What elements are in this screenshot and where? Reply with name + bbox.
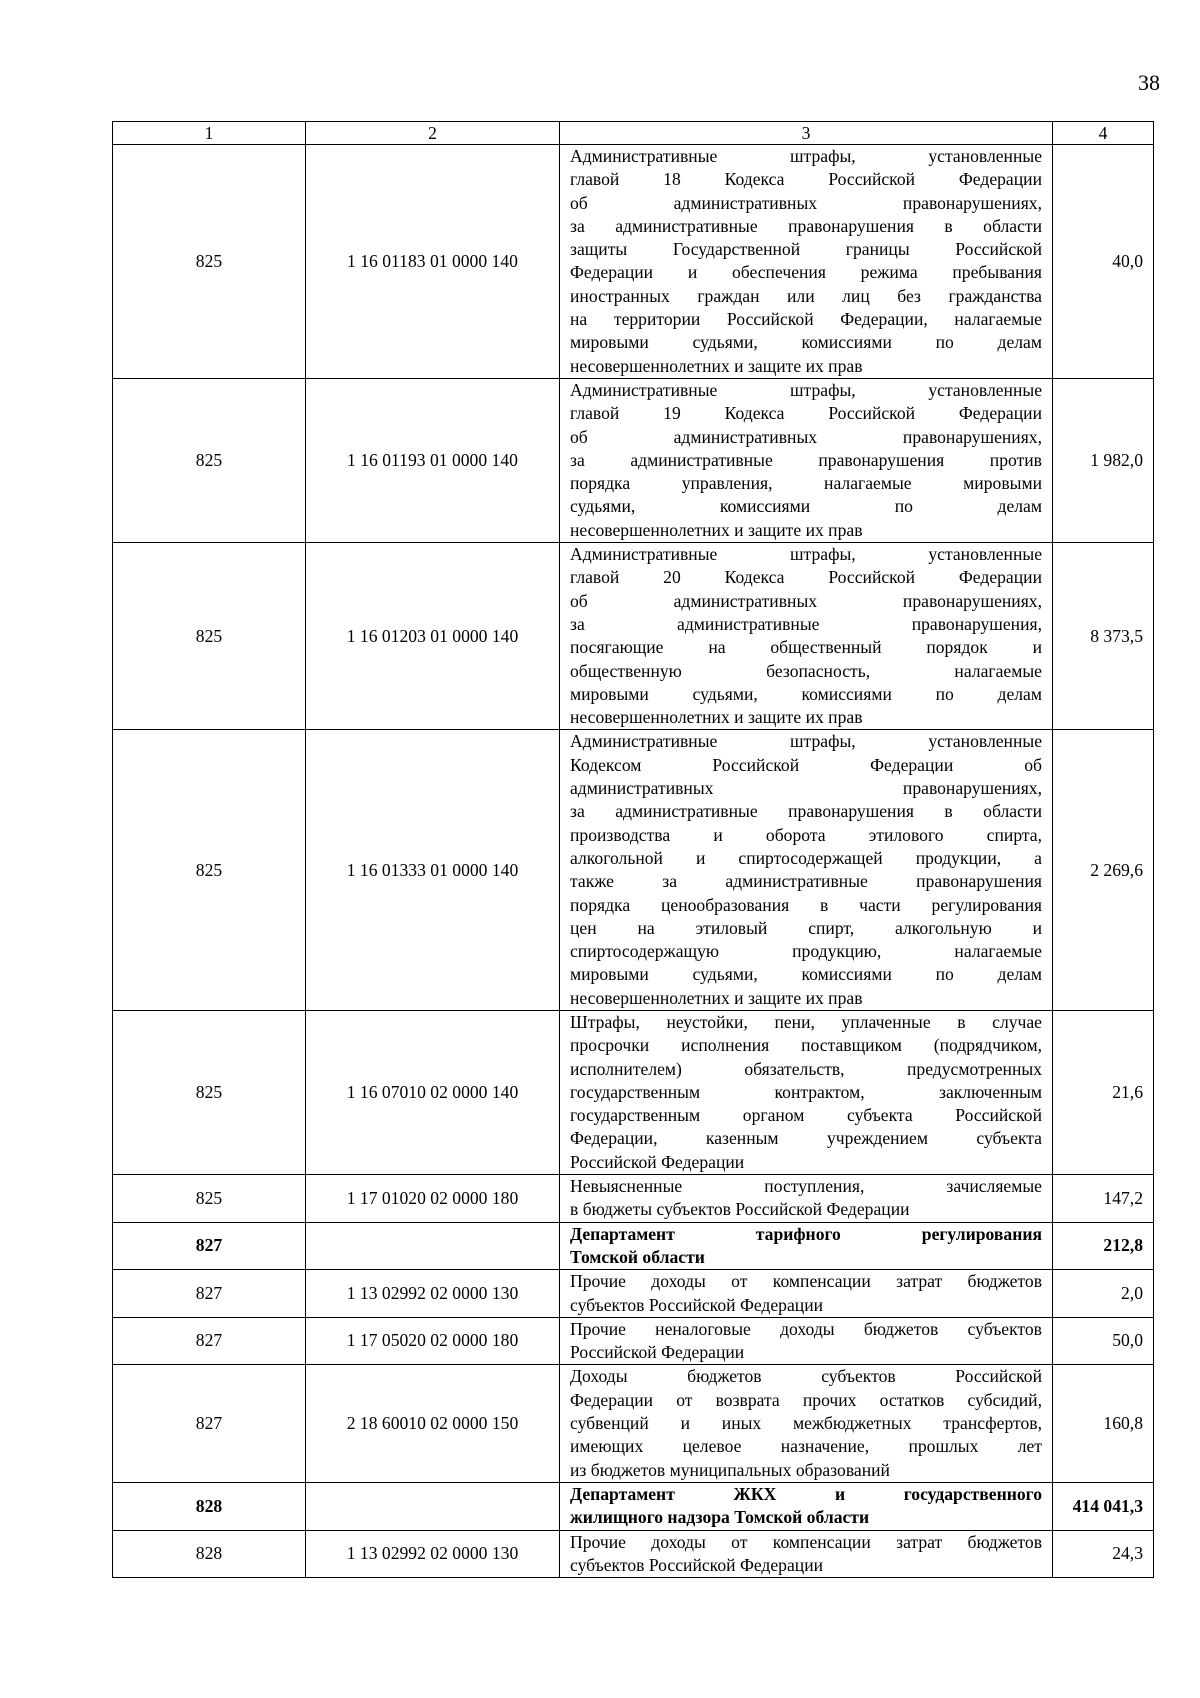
- description-line: мировыми судьями, комиссиями по делам: [570, 332, 1042, 353]
- admin-code-cell: 827: [113, 1317, 306, 1365]
- budget-code-cell: [306, 1222, 560, 1270]
- table-body: [113, 122, 1154, 1578]
- description-cell: [560, 1317, 1053, 1365]
- description-line: Прочие неналоговые доходы бюджетов субъектов: [570, 1318, 1042, 1339]
- description-line: несовершеннолетних и защите их прав: [570, 519, 863, 540]
- description-line: несовершеннолетних и защите их прав: [570, 707, 863, 728]
- description-line: об административных правонарушениях,: [570, 590, 1042, 611]
- description-line: Штрафы, неустойки, пени, уплаченные в случае: [570, 1011, 1042, 1032]
- description-line: несовершеннолетних и защите их прав: [570, 355, 863, 376]
- table-row: [113, 1010, 1154, 1174]
- description-line: защиты Государственной границы Российской: [570, 239, 1042, 260]
- description-line: Административные штрафы, установленные: [570, 379, 1042, 400]
- budget-code-cell: 1 13 02992 02 0000 130: [306, 1270, 560, 1318]
- description-line: Федерации от возврата прочих остатков субсидий,: [570, 1389, 1042, 1410]
- table-row: [113, 378, 1154, 542]
- admin-code-cell: 827: [113, 1365, 306, 1482]
- description-line: несовершеннолетних и защите их прав: [570, 987, 863, 1008]
- budget-code-cell: 1 17 01020 02 0000 180: [306, 1175, 560, 1223]
- table-row: [113, 543, 1154, 730]
- admin-code-cell: 825: [113, 730, 306, 1011]
- budget-code-cell: 1 16 01193 01 0000 140: [306, 378, 560, 542]
- description-line: цен на этиловый спирт, алкогольную и: [570, 917, 1042, 938]
- description-line: Российской Федерации: [570, 1342, 745, 1363]
- description-line: об административных правонарушениях,: [570, 426, 1042, 447]
- amount-cell: 40,0: [1053, 145, 1154, 379]
- description-line: за административные правонарушения против: [570, 449, 1042, 470]
- description-line: субъектов Российской Федерации: [570, 1294, 824, 1315]
- amount-cell: 2,0: [1053, 1270, 1154, 1318]
- description-line: государственным контрактом, заключенным: [570, 1081, 1042, 1102]
- description-line: Административные штрафы, установленные: [570, 146, 1042, 166]
- description-line: исполнителем) обязательств, предусмотренных: [570, 1058, 1042, 1079]
- description-line: мировыми судьями, комиссиями по делам: [570, 964, 1042, 985]
- table-row: [113, 1365, 1154, 1482]
- table-row: [113, 1175, 1154, 1223]
- amount-cell: 1 982,0: [1053, 378, 1154, 542]
- description-line: порядка управления, налагаемые мировыми: [570, 473, 1042, 494]
- description-line: главой 18 Кодекса Российской Федерации: [570, 169, 1042, 190]
- description-line: в бюджеты субъектов Российской Федерации: [570, 1199, 910, 1220]
- description-line: государственным органом субъекта Российской: [570, 1105, 1042, 1126]
- description-line: субвенций и иных межбюджетных трансфертов,: [570, 1413, 1042, 1434]
- description-line: алкогольной и спиртосодержащей продукции, а: [570, 847, 1042, 868]
- admin-code-cell: 825: [113, 1010, 306, 1174]
- admin-code-cell: 825: [113, 145, 306, 379]
- description-line: порядка ценообразования в части регулирования: [570, 894, 1042, 915]
- description-line: просрочки исполнения поставщиком (подрядчиком,: [570, 1035, 1042, 1056]
- description-cell: [560, 1010, 1053, 1174]
- description-line: Невыясненные поступления, зачисляемые: [570, 1176, 1042, 1197]
- description-cell: [560, 1482, 1053, 1530]
- table-row: [113, 1222, 1154, 1270]
- description-line: за административные правонарушения в области: [570, 215, 1042, 236]
- amount-cell: 160,8: [1053, 1365, 1154, 1482]
- table-header-row: [113, 122, 1154, 145]
- amount-cell: 147,2: [1053, 1175, 1154, 1223]
- budget-code-cell: 1 16 01183 01 0000 140: [306, 145, 560, 379]
- admin-code-cell: 828: [113, 1530, 306, 1578]
- description-line: на территории Российской Федерации, налагаемые: [570, 309, 1042, 330]
- description-cell: [560, 1270, 1053, 1318]
- amount-cell: 8 373,5: [1053, 543, 1154, 730]
- amount-cell: 24,3: [1053, 1530, 1154, 1578]
- description-line: Департамент тарифного регулирования: [570, 1223, 1042, 1244]
- description-line: из бюджетов муниципальных образований: [570, 1459, 890, 1480]
- table-row: [113, 730, 1154, 1011]
- admin-code-cell: 825: [113, 378, 306, 542]
- table-row: [113, 1482, 1154, 1530]
- description-line: административных правонарушениях,: [570, 778, 1042, 799]
- description-line: Томской области: [570, 1246, 705, 1267]
- table-row: [113, 1530, 1154, 1578]
- budget-code-cell: 1 16 01333 01 0000 140: [306, 730, 560, 1011]
- table-row: [113, 1270, 1154, 1318]
- description-line: Административные штрафы, установленные: [570, 731, 1042, 752]
- table-row: [113, 1317, 1154, 1365]
- column-header-3: 3: [560, 122, 1053, 145]
- admin-code-cell: 827: [113, 1270, 306, 1318]
- budget-code-cell: 1 16 01203 01 0000 140: [306, 543, 560, 730]
- column-header-2: 2: [306, 122, 560, 145]
- description-line: иностранных граждан или лиц без гражданства: [570, 285, 1042, 306]
- description-line: субъектов Российской Федерации: [570, 1554, 824, 1575]
- table-row: [113, 145, 1154, 379]
- description-line: общественную безопасность, налагаемые: [570, 660, 1042, 681]
- description-line: посягающие на общественный порядок и: [570, 637, 1042, 658]
- amount-cell: 50,0: [1053, 1317, 1154, 1365]
- amount-cell: 21,6: [1053, 1010, 1154, 1174]
- admin-code-cell: 825: [113, 1175, 306, 1223]
- amount-cell: 2 269,6: [1053, 730, 1154, 1011]
- admin-code-cell: 827: [113, 1222, 306, 1270]
- page-number: 38: [1138, 70, 1160, 95]
- description-line: Прочие доходы от компенсации затрат бюджетов: [570, 1271, 1042, 1292]
- budget-code-cell: 1 13 02992 02 0000 130: [306, 1530, 560, 1578]
- description-line: Федерации, казенным учреждением субъекта: [570, 1128, 1042, 1149]
- column-header-4: 4: [1053, 122, 1154, 145]
- admin-code-cell: 828: [113, 1482, 306, 1530]
- budget-code-cell: [306, 1482, 560, 1530]
- description-line: за административные правонарушения в области: [570, 801, 1042, 822]
- description-cell: [560, 543, 1053, 730]
- revenue-table: [112, 121, 1154, 1578]
- description-line: жилищного надзора Томской области: [570, 1507, 870, 1528]
- description-cell: [560, 730, 1053, 1011]
- description-line: Федерации и обеспечения режима пребывания: [570, 262, 1042, 283]
- budget-code-cell: 2 18 60010 02 0000 150: [306, 1365, 560, 1482]
- description-line: спиртосодержащую продукцию, налагаемые: [570, 941, 1042, 962]
- description-cell: [560, 378, 1053, 542]
- description-line: за административные правонарушения,: [570, 613, 1042, 634]
- description-line: главой 19 Кодекса Российской Федерации: [570, 403, 1042, 424]
- budget-code-cell: 1 16 07010 02 0000 140: [306, 1010, 560, 1174]
- description-line: главой 20 Кодекса Российской Федерации: [570, 567, 1042, 588]
- description-line: производства и оборота этилового спирта,: [570, 824, 1042, 845]
- budget-code-cell: 1 17 05020 02 0000 180: [306, 1317, 560, 1365]
- column-header-1: 1: [113, 122, 306, 145]
- description-line: судьями, комиссиями по делам: [570, 496, 1042, 517]
- description-line: имеющих целевое назначение, прошлых лет: [570, 1436, 1042, 1457]
- description-line: также за административные правонарушения: [570, 871, 1042, 892]
- amount-cell: 414 041,3: [1053, 1482, 1154, 1530]
- description-line: Департамент ЖКХ и государственного: [570, 1483, 1042, 1504]
- description-line: мировыми судьями, комиссиями по делам: [570, 683, 1042, 704]
- description-cell: [560, 1175, 1053, 1223]
- description-line: Прочие доходы от компенсации затрат бюджетов: [570, 1531, 1042, 1552]
- description-cell: [560, 1365, 1053, 1482]
- description-line: об административных правонарушениях,: [570, 192, 1042, 213]
- description-line: Административные штрафы, установленные: [570, 544, 1042, 565]
- description-cell: [560, 1530, 1053, 1578]
- description-cell: [560, 145, 1053, 379]
- amount-cell: 212,8: [1053, 1222, 1154, 1270]
- description-cell: [560, 1222, 1053, 1270]
- description-line: Кодексом Российской Федерации об: [570, 754, 1042, 775]
- admin-code-cell: 825: [113, 543, 306, 730]
- description-line: Доходы бюджетов субъектов Российской: [570, 1366, 1042, 1387]
- description-line: Российской Федерации: [570, 1151, 745, 1172]
